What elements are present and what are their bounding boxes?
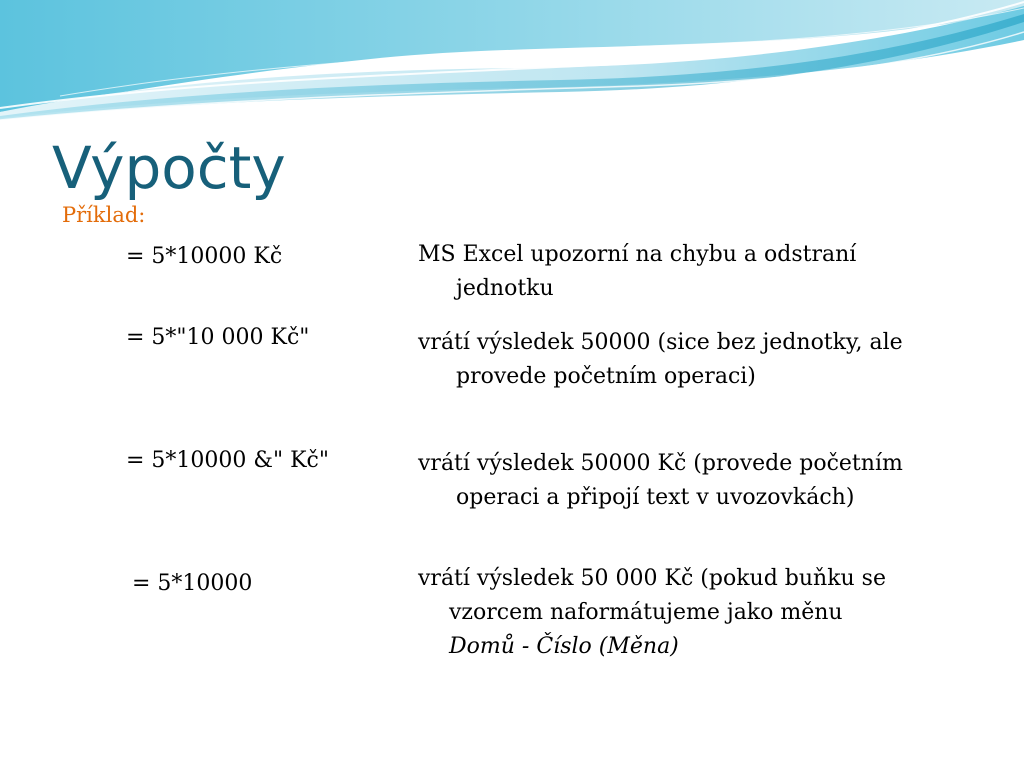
formula-3: = 5*10000 &" Kč" <box>126 448 329 473</box>
description-2-line-1: vrátí výsledek 50000 (sice bez jednotky, ale <box>418 330 903 355</box>
description-4-line-2: vzorcem naformátujeme jako měnu <box>449 600 843 625</box>
description-3-line-2: operaci a připojí text v uvozovkách) <box>456 485 855 510</box>
description-2-line-2: provede početním operaci) <box>456 364 756 389</box>
slide-subtitle: Příklad: <box>62 203 146 227</box>
description-4 <box>418 562 978 664</box>
description-4-line-3: Domů - Číslo (Měna) <box>449 634 679 659</box>
slide-title: Výpočty <box>52 134 286 202</box>
description-3-line-1: vrátí výsledek 50000 Kč (provede početním <box>418 451 903 476</box>
header-wave-decoration <box>0 0 1024 130</box>
formula-4: = 5*10000 <box>132 571 253 596</box>
description-3 <box>418 447 978 515</box>
description-2 <box>418 326 978 394</box>
description-4-line-1: vrátí výsledek 50 000 Kč (pokud buňku se <box>418 566 886 591</box>
formula-1: = 5*10000 Kč <box>126 244 283 269</box>
formula-2: = 5*"10 000 Kč" <box>126 325 310 350</box>
description-1-line-2: jednotku <box>456 276 554 301</box>
description-1 <box>418 238 978 306</box>
description-1-line-1: MS Excel upozorní na chybu a odstraní <box>418 242 857 267</box>
